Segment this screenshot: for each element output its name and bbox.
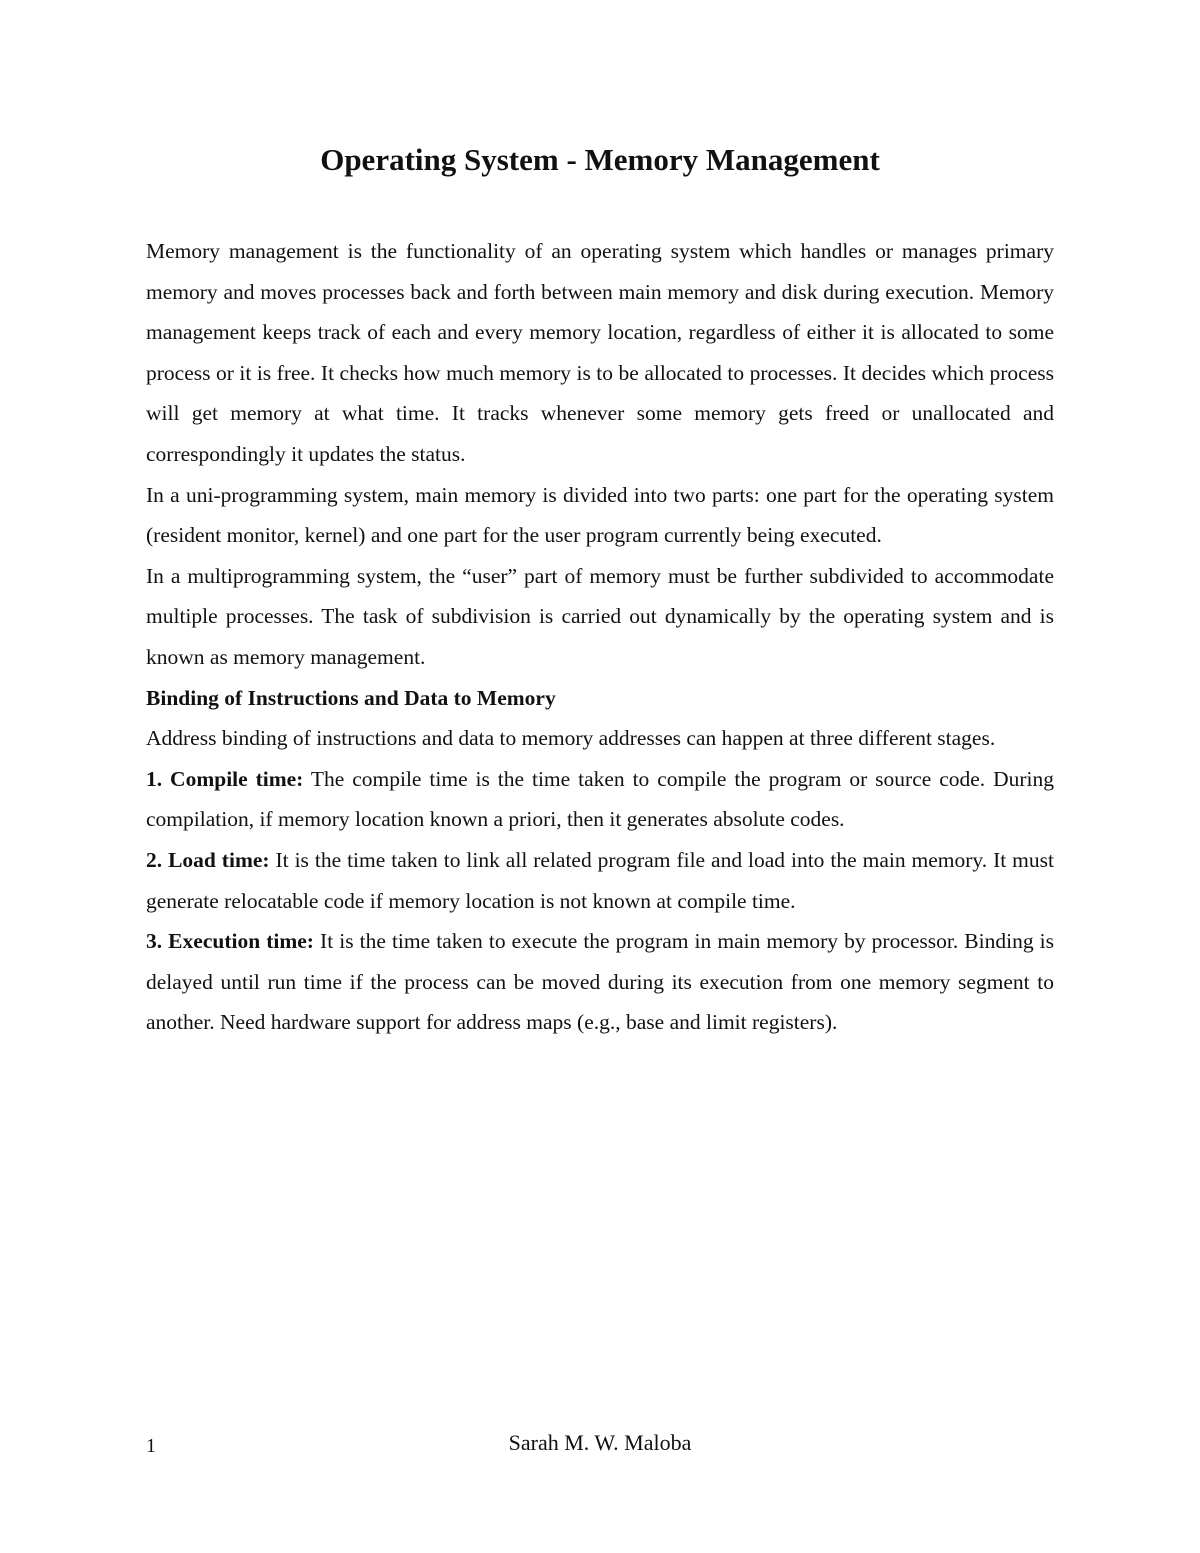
multiprogramming-paragraph: In a multiprogramming system, the “user” part of memory must be further subdivided to accommodate multiple processes. The task of subdivision is carried out dynamically by the operating system and is known as memory management. xyxy=(146,563,1054,669)
document-title: Operating System - Memory Management xyxy=(320,142,880,177)
stage-item-compile-time xyxy=(146,759,1054,840)
section-heading: Binding of Instructions and Data to Memory xyxy=(146,685,556,710)
stage-description: The compile time is the time taken to compile the program or source code. During compilation, if memory location known a priori, then it generates absolute codes. xyxy=(146,766,1054,832)
stage-description: It is the time taken to link all related program file and load into the main memory. It must generate relocatable code if memory location is not known at compile time. xyxy=(146,847,1054,913)
stage-item-execution-time xyxy=(146,921,1054,1043)
footer-author: Sarah M. W. Maloba xyxy=(508,1430,692,1455)
footer-page-number: 1 xyxy=(146,1435,156,1457)
document-body xyxy=(146,231,1054,1043)
intro-paragraph: Memory management is the functionality of an operating system which handles or manages primary memory and moves processes back and forth between main memory and disk during execution. Memory management keeps track of each and every memory location, regardless of either it is allocated to some process or it is free. It checks how much memory is to be allocated to processes. It decides which process will get memory at what time. It tracks whenever some memory gets freed or unallocated and correspondingly it updates the status. xyxy=(146,239,1054,466)
stage-term: 1. Compile time: xyxy=(146,766,304,791)
stage-term: 3. Execution time: xyxy=(146,929,314,954)
section-intro-paragraph: Address binding of instructions and data to memory addresses can happen at three different stages. xyxy=(146,726,996,751)
stage-item-load-time xyxy=(146,840,1054,921)
stage-description: It is the time taken to execute the program in main memory by processor. Binding is delayed until run time if the process can be moved during its execution from one memory segment to another. Need hardware support for address maps (e.g., base and limit registers). xyxy=(146,929,1054,1035)
stage-term: 2. Load time: xyxy=(146,847,270,872)
uniprogramming-paragraph: In a uni-programming system, main memory is divided into two parts: one part for the operating system (resident monitor, kernel) and one part for the user program currently being executed. xyxy=(146,482,1054,548)
